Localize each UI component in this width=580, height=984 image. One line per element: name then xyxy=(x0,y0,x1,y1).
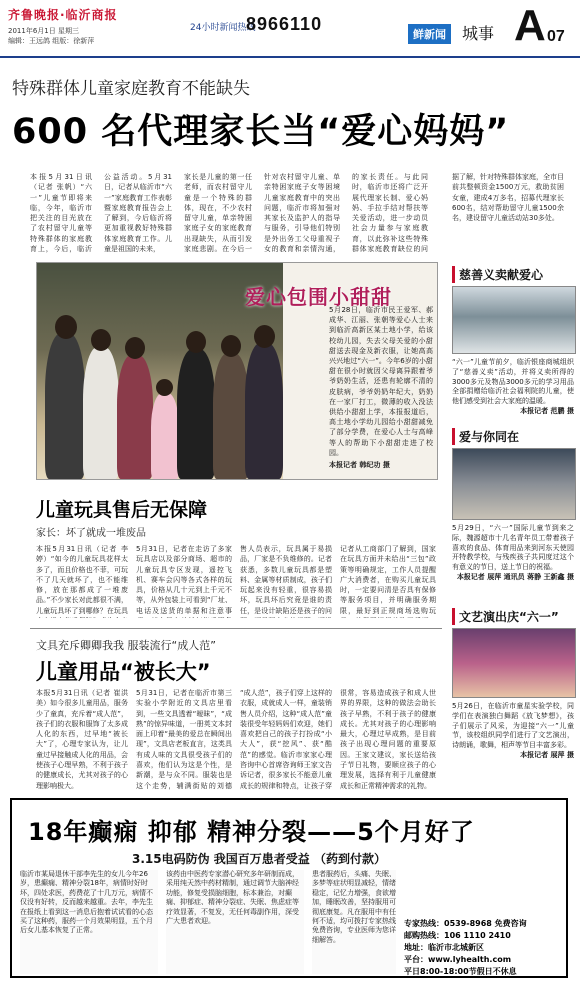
rail-title-love: 爱与你同在 xyxy=(452,428,519,445)
rail-show-credit: 本报记者 展萍 摄 xyxy=(520,750,574,759)
rail-love-body: 5月29日，“六一”国际儿童节到来之际，魏源超市十几名青年员工带着孩子喜欢的食品、体育用品来到河东天使园开特教学校，与残疾孩子共同度过这个有意义的节日，送上节日的祝福。 xyxy=(452,524,574,572)
kids-goods-kicker: 文具充斥卿卿我我 服装流行“成人范” xyxy=(36,639,216,652)
photo-credit: 本报记者 韩纪功 摄 xyxy=(329,461,390,470)
toy-column-1: 本报5月31日讯（记者 李婷）“如今的儿童玩具花样太多了，而且价格也不菲，可玩不了几天就坏了，也不能维修，放在那都成了一堆废品。”不少家长对此都很不满，儿童玩具坏了到哪修？在玩具 xyxy=(36,545,128,615)
hotline-number: 8966110 xyxy=(246,14,323,34)
rail-text-love xyxy=(452,524,574,602)
lead-column-3: 家长是儿童的第一任老师，而农村留守儿童是一个特殊的群体，现在，不少农村留守儿童，单亲特困家庭子女的家庭教育出现缺失，从而引发家庭悲剧。在今后一 xyxy=(184,173,252,254)
lead-column-6: 据了解，针对特殊群体家庭，全市目前共整顿资金1500万元，救助贫困女童，建成4万多名，招募代理家长600名，结对帮助留守儿童1500余名，建设留守儿童活动站30多处。 xyxy=(452,173,564,223)
section-logo: 鲜新闻 xyxy=(408,24,451,44)
rail-text-charity xyxy=(452,358,574,422)
photo-feature xyxy=(36,262,438,480)
ad-subheadline: 3.15电码防伪 我国百万患者受益 （药到付款） xyxy=(132,852,386,866)
kids-goods-column-1: 本报5月31日讯（记者 崔洪美）如今很多儿童用品，服务少了童真，充斥着“成人范”，孩子们的衣服和服饰了太多成人化的东西，过早地“被长大”了，心理专家认为，让儿童过早接触成人化的用品，会使孩子心理早熟，不利于孩子的健康成长，尤其对孩子的心理影响极大。 xyxy=(36,689,128,790)
photo-title: 爱心包围小甜甜 xyxy=(245,285,392,309)
rail-love-credit: 本报记者 展萍 通讯员 蒋静 王新鑫 摄 xyxy=(456,572,574,581)
rail-title-show: 文艺演出庆“六一” xyxy=(452,608,559,625)
lead-column-2: 公益活动。5月31日，记者从临沂市“六一”家庭教育工作表彰暨家庭教育报告会上了解到，今后临沂将更加重视教好特殊群体家庭教育工作。儿童是祖国的未来， xyxy=(104,173,172,254)
lead-column-1: 本报5月31日讯（记者 张帆）“六一”儿童节即将来临，今年，临沂市把关注的目光放在了农村留守儿童等特殊群体的家庭教育上，今后，临沂 xyxy=(30,173,92,254)
kids-goods-column-2: 5月31日，记者在临沂市第三实验小学附近的文具店里看到，一些文具透着“暧昧”，“成熟”的惊异味道，一册英文本封面上印着“最美的爱总在瞬间出现”，文具店老板直言，这类具有成人味的文具很受孩子们的喜欢，他们认为这是个性，是新潮，是与众不同。服装也是这个走势，辅满街贴的刘德 xyxy=(136,689,232,790)
ad-headline: 18年癫痫 抑郁 精神分裂——5个月好了 xyxy=(28,818,475,846)
page-letter: A xyxy=(514,1,546,50)
toy-column-4: 记者从工商部门了解到，国家在玩具方面并未给出“三包”政策等明确规定，工作人员提醒广大消费者，在购买儿童玩具时，一定要问清是否具有保修等服务项目，并明确服务期限，最好到正规商场选购玩 xyxy=(340,545,436,615)
ad-column-1: 临沂市某局退休干部李先生的女儿今年26岁，患癫痫、精神分裂18年，病情时好时坏，四处求医，药费花了十几万元，病情不仅没有好转，反而越来越重。去年，李先生在报纸上看到这一消息后抱着试试看的心态买了这种药，服药一个月效果明显，五个月后女儿基本恢复了正常。 xyxy=(20,870,158,974)
ad-contact: 专家热线：0539-8968 免费咨询 邮购热线：106 1110 2410 地址：临沂市北城新区 平台：www.lyhealth.com 平日8:00-18:00节假日不休息 xyxy=(404,919,527,976)
rail-title-charity: 慈善义卖献爱心 xyxy=(452,266,543,283)
issue-meta xyxy=(8,26,94,46)
ad-column-2: 该药由中医药专家潜心研究多年研制而成，采用纯天然中药材精制，通过调节大脑神经功能，修复受损脑细胞，标本兼治，对癫痫、抑郁症、精神分裂症、失眠、焦虑症等疗效显著，不复发，无任何毒副作用，深受广大患者欢迎。 xyxy=(166,870,304,974)
toy-column-2: 5月31日，记者在走访了多家玩具店以及部分商场、超市的儿童玩具专区发现，遥控飞机、赛车会闪等各式各样的玩具，价格从几十元到上千元不等，从外包装上可看到“厂址、电话及送货的单据和注意事 xyxy=(136,545,232,615)
toy-headline: 儿童玩具售后无保障 xyxy=(36,499,208,521)
kids-goods-column-3: “成人范”，孩子们穿上这样的衣服，成就成人一样，童装销售人员介绍，这种“成人范”童装很受年轻妈妈们欢迎，她们喜欢把自己的孩子打扮成“小大人”，获“挖风”、获“酷范”的感觉。临沂市家家心理咨询中心首席咨询师王家文告诉记者，很多家长不能意儿童成长的规律和特点，让孩子穿 xyxy=(240,689,332,790)
lead-headline: 600 名代理家长当“爱心妈妈” xyxy=(12,112,510,152)
newspaper-brand: 齐鲁晚报·临沂商报 xyxy=(8,8,118,22)
section-name: 城事 xyxy=(462,24,495,43)
toy-subheadline: 家长：坏了就成一堆废品 xyxy=(36,528,146,539)
date-line: 2011年6月1日 星期三 xyxy=(8,27,79,35)
love-photo xyxy=(452,448,576,520)
show-photo xyxy=(452,628,576,698)
section-divider xyxy=(30,628,442,629)
advertisement xyxy=(10,798,568,978)
toy-column-3: 售人员表示，玩具属于易损品，厂家是不负维修的。记者获悉，多数儿童玩具都是塑料、金属等材质制成，孩子们玩起来没有轻重，很容易损坏，玩具坏后究竟是谁的责任，是设计缺陷还是孩子的问 xyxy=(240,545,332,615)
photo-caption xyxy=(329,305,433,470)
rail-show-body: 5月26日，在临沂市童星实验学校，同学们在表演独白舞蹈《放飞梦想》，孩子们展示了风采，为迎接“六一”儿童节，该校组织同学们进行了文艺演出，诗朗诵，歌舞，相声等节目丰富多彩。 xyxy=(452,702,574,750)
lead-column-4: 针对农村留守儿童、单亲特困家庭子女等困境儿童家庭教育中的突出问题，临沂市将加强对其家长及监护人的指导与服务，引导他们特别是外出务工父母重视子女的教育和亲情沟通， xyxy=(264,173,340,254)
ad-column-3: 患者服药后，头痛、失眠、多梦等症状明显减轻，情绪稳定，记忆力增强，食欲增加，睡眠改善，坚持服用可彻底康复。凡在服用中有任何不适，均可拨打专家热线免费咨询，专业医师为您详细解答。 xyxy=(312,870,396,974)
page-number: 07 xyxy=(547,28,565,45)
rail-text-show xyxy=(452,702,574,792)
charity-photo xyxy=(452,286,576,354)
rail-charity-credit: 本报记者 范鹏 摄 xyxy=(520,406,574,415)
hotline-label: 24小时新闻热线 xyxy=(190,23,256,33)
photo-caption-text: 5月28日，临沂市民王爱军、郝成华、江丽、张朝等爱心人士来到临沂高新区某土地小学，给该校幼儿园，失去父母关爱的小甜甜送去现金及新衣服，让她高高兴兴地过“六一”。今年6岁的小甜甜在很小时就因父母离异跟着爷爷奶奶生活，还患有轮廓不清的皮肤病，爷爷奶奶年纪大，奶奶在一家厂打工，微薄的收入没法供给小甜甜上学，本报报道后，高土地小学幼儿园给小甜甜减免了部分学费，在爱心人士与高峰等人的帮助下小甜甜走进了校园。 xyxy=(329,306,433,457)
rail-charity-body: “六一”儿童节前夕，临沂银座商城组织了“慈善义卖”活动，并将义卖所得的3000多元及物品3000多元的学习用品全部捐赠给临沂社会福利院的儿童，使他们感受到社会大家庭的温暖。 xyxy=(452,358,574,406)
editor-line: 编辑：王远鸽 组版：徐新萍 xyxy=(8,37,95,45)
lead-column-5: 的家长责任。与此同时，临沂市还将广泛开展代理家长制、爱心妈妈、手拉手结对帮扶等关爱活动，进一步动员社会力量参与家庭教育，以此弥补这些特殊群体家庭教育缺位的问 xyxy=(352,173,428,254)
kids-goods-column-4: 很常，容易造成孩子和成人世界的界限，这种的做法会助长孩子早熟，不利于孩子的健康成长。尤其对孩子的心理影响最大，心理过早成熟，是目前孩子出现心理问题的重要原因。王家文建议，家长送给孩子节日礼物，要顺应孩子的心理发展，选择有利于儿童健康成长和正常精神需求的礼物。 xyxy=(340,689,436,790)
lead-kicker: 特殊群体儿童家庭教育不能缺失 xyxy=(12,79,250,99)
masthead xyxy=(0,0,580,58)
kids-goods-headline: 儿童用品“被长大” xyxy=(36,660,211,684)
